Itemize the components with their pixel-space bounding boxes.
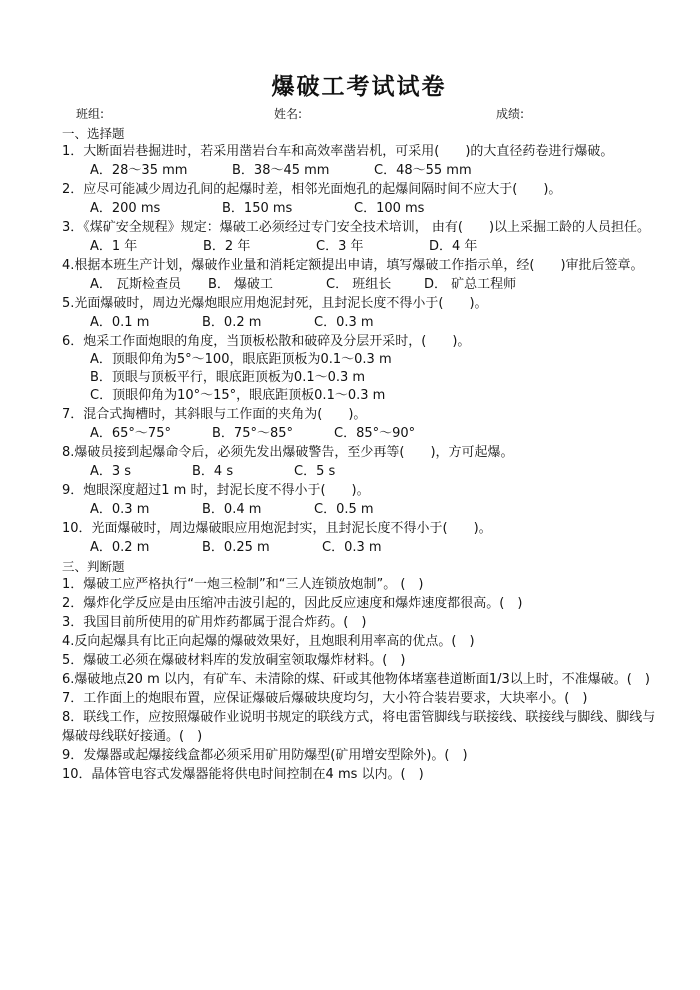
- page-title: 爆破工考试试卷: [271, 74, 447, 100]
- option: B．0.4 m: [202, 502, 262, 517]
- question-2: 2．应尽可能减少周边孔间的起爆时差，相邻光面炮孔的起爆间隔时间不应大于( )。: [62, 182, 562, 197]
- option: C．85°～90°: [334, 426, 416, 441]
- score-label: 成绩:: [496, 107, 525, 121]
- option: B．0.25 m: [202, 540, 270, 555]
- option: A．顶眼仰角为5°～100，眼底距顶板为0.1～0.3 m: [90, 352, 392, 367]
- section-judge-title: 三、判断题: [62, 559, 125, 574]
- judge-item: 1．爆破工应严格执行“一炮三检制”和“三人连锁放炮制”。 ( ): [62, 577, 424, 592]
- option: A．28～35 mm: [90, 163, 188, 178]
- option: C．0.3 m: [314, 315, 374, 330]
- option: C．3 年: [316, 239, 364, 254]
- option: D．4 年: [429, 239, 478, 254]
- question-7-options: [90, 424, 656, 443]
- judge-item: 7．工作面上的炮眼布置，应保证爆破后爆破块度均匀，大小符合装岩要求，大块率小。( ): [62, 691, 588, 706]
- judge-item: 2．爆炸化学反应是由压缩冲击波引起的，因此反应速度和爆炸速度都很高。( ): [62, 596, 523, 611]
- option: B．0.2 m: [202, 315, 262, 330]
- judge-item: 3．我国目前所使用的矿用炸药都属于混合炸药。( ): [62, 615, 367, 630]
- question-10-options: [90, 538, 656, 557]
- header-info: [62, 104, 656, 124]
- question-7: 7．混合式掏槽时，其斜眼与工作面的夹角为( )。: [62, 407, 367, 422]
- option: B．顶眼与顶板平行，眼底距顶板为0.1～0.3 m: [90, 370, 366, 385]
- class-label: 班组:: [76, 107, 105, 121]
- option: A．0.2 m: [90, 540, 150, 555]
- option: C．0.5 m: [314, 502, 374, 517]
- judge-item: 4.反向起爆具有比正向起爆的爆破效果好，且炮眼利用率高的优点。( ): [62, 634, 475, 649]
- option: C．0.3 m: [322, 540, 382, 555]
- option: B．150 ms: [222, 201, 293, 216]
- option: B．2 年: [203, 239, 251, 254]
- question-5-options: [90, 313, 656, 332]
- option: C．100 ms: [354, 201, 425, 216]
- question-1-options: [90, 161, 656, 180]
- question-8: 8.爆破员接到起爆命令后，必须先发出爆破警告，至少再等( )，方可起爆。: [62, 445, 514, 460]
- question-10: 10．光面爆破时，周边爆破眼应用炮泥封实，且封泥长度不得小于( )。: [62, 521, 492, 536]
- option: B．75°～85°: [212, 426, 294, 441]
- question-2-options: [90, 199, 656, 218]
- option: A．200 ms: [90, 201, 161, 216]
- judge-item: 5．爆破工必须在爆破材料库的发放硐室领取爆炸材料。( ): [62, 653, 406, 668]
- question-5: 5.光面爆破时，周边光爆炮眼应用炮泥封死，且封泥长度不得小于( )。: [62, 296, 488, 311]
- judge-item: 6.爆破地点20 m 以内，有矿车、未清除的煤、矸或其他物体堵塞巷道断面1/3以上时，不准爆破。( ): [62, 672, 650, 687]
- question-8-options: [90, 462, 656, 481]
- question-1: 1．大断面岩巷掘进时，若采用凿岩台车和高效率凿岩机，可采用( )的大直径药卷进行爆破。: [62, 144, 614, 159]
- name-label: 姓名:: [274, 107, 303, 121]
- section-choice-title: 一、选择题: [62, 126, 125, 141]
- question-9: 9．炮眼深度超过1 m 时，封泥长度不得小于( )。: [62, 483, 370, 498]
- option: A．65°～75°: [90, 426, 171, 441]
- option: A．3 s: [90, 464, 132, 479]
- judge-item: 10．晶体管电容式发爆器能将供电时间控制在4 ms 以内。( ): [62, 767, 424, 782]
- option: A．1 年: [90, 239, 138, 254]
- option: A． 瓦斯检查员: [90, 277, 182, 292]
- option: C．48～55 mm: [374, 163, 472, 178]
- judge-item: 8．联线工作，应按照爆破作业说明书规定的联线方式，将电雷管脚线与联接线、联接线与脚线、脚线与爆破母线联好接通。( ): [62, 710, 656, 744]
- option: B． 爆破工: [208, 277, 274, 292]
- option: C．顶眼仰角为10°～15°，眼底距顶板0.1～0.3 m: [90, 388, 386, 403]
- question-3: 3．《煤矿安全规程》规定：爆破工必须经过专门安全技术培训， 由有( )以上采掘工龄的人员担任。: [62, 220, 651, 235]
- option: A．0.3 m: [90, 502, 150, 517]
- judge-item: 9．发爆器或起爆接线盒都必须采用矿用防爆型(矿用增安型除外)。( ): [62, 748, 468, 763]
- question-4: 4.根据本班生产计划，爆破作业量和消耗定额提出申请，填写爆破工作指示单，经( )审批后签章。: [62, 258, 644, 273]
- option: A．0.1 m: [90, 315, 150, 330]
- option: D． 矿总工程师: [424, 277, 517, 292]
- question-3-options: [90, 237, 656, 256]
- option: B．38～45 mm: [232, 163, 330, 178]
- question-4-options: [90, 275, 656, 294]
- question-9-options: [90, 500, 656, 519]
- option: B．4 s: [192, 464, 234, 479]
- option: C．5 s: [294, 464, 336, 479]
- question-6: 6．炮采工作面炮眼的角度，当顶板松散和破碎及分层开采时，( )。: [62, 334, 471, 349]
- option: C． 班组长: [326, 277, 392, 292]
